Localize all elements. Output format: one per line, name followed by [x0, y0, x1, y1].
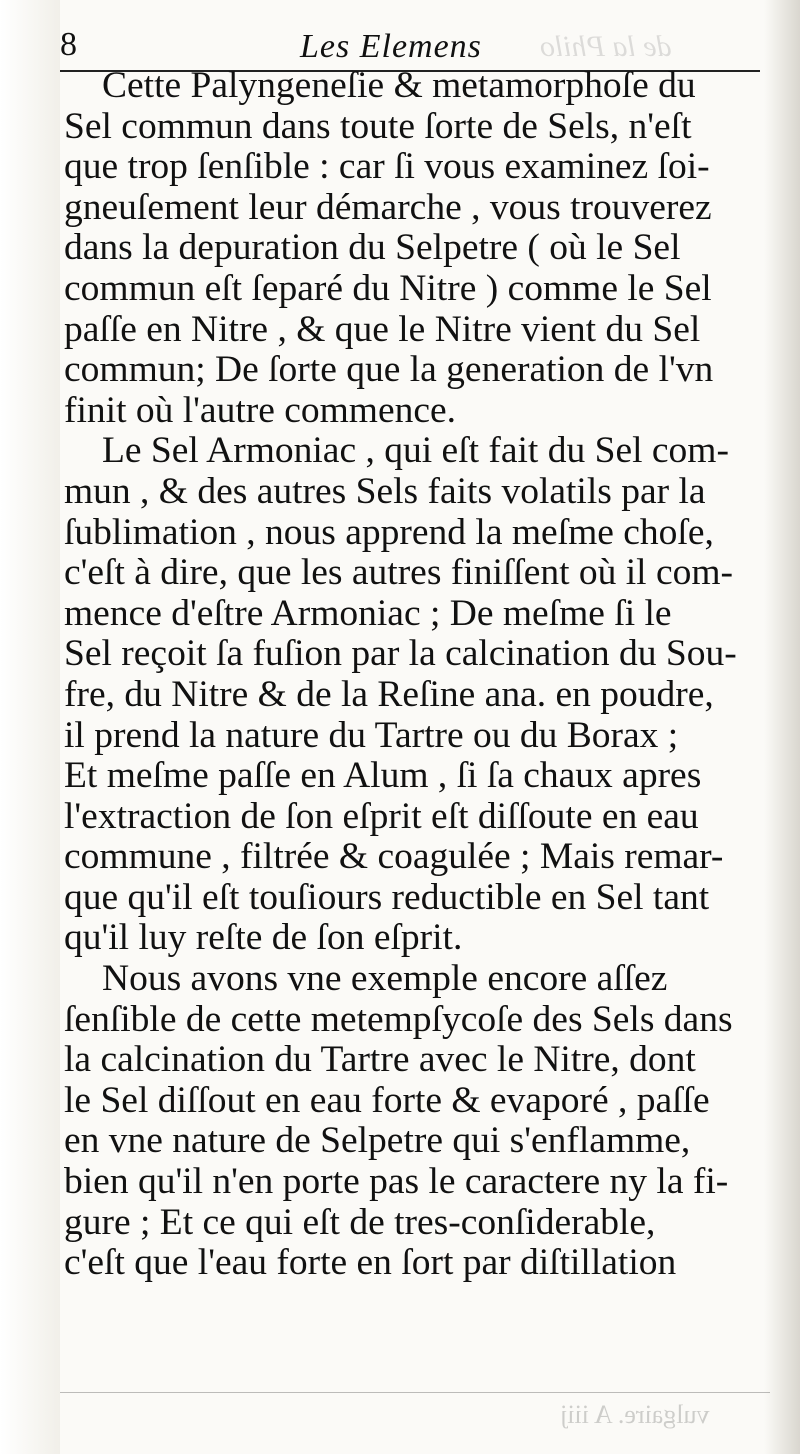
- text-line: Sel commun dans toute ſorte de Sels, n'eſt: [64, 105, 692, 147]
- text-line: Et meſme paſſe en Alum , ſi ſa chaux apres: [64, 755, 702, 797]
- text-line: c'eſt à dire, que les autres finiſſent où il com-: [64, 552, 734, 594]
- show-through-text: de la Philo: [540, 30, 672, 63]
- page-number: 8: [60, 26, 77, 63]
- text-line: mun , & des autres Sels faits volatils par la: [64, 470, 706, 512]
- paragraph-first-line: Le Sel Armoniac , qui eſt fait du Sel com-: [102, 430, 729, 472]
- text-line: le Sel diſſout en eau forte & evaporé , paſſe: [64, 1079, 710, 1121]
- text-line: la calcination du Tartre avec le Nitre, dont: [64, 1039, 696, 1081]
- show-through-footer: vulgaire. A iiij: [560, 1400, 710, 1429]
- text-line: commune , filtrée & coagulée ; Mais remar-: [64, 836, 724, 878]
- page-gutter: [0, 0, 60, 1454]
- text-line: il prend la nature du Tartre ou du Borax ;: [64, 714, 679, 756]
- text-line: que qu'il eſt touſiours reductible en Sel tant: [64, 876, 710, 918]
- text-line: mence d'eſtre Armoniac ; De meſme ſi le: [64, 592, 672, 634]
- text-line: ſublimation , nous apprend la meſme choſe,: [64, 511, 714, 553]
- text-line: bien qu'il n'en porte pas le caractere ny la fi-: [64, 1161, 729, 1203]
- paragraph-first-line: Nous avons vne exemple encore aſſez: [102, 958, 668, 1000]
- paragraph-first-line: Cette Palyngeneſie & metamorphoſe du: [102, 65, 696, 106]
- text-line: commun; De ſorte que la generation de l'vn: [64, 349, 714, 391]
- text-line: gneuſement leur démarche , vous trouverez: [64, 186, 712, 228]
- text-line: en vne nature de Selpetre qui s'enflamme,: [64, 1120, 691, 1162]
- text-line: Sel reçoit ſa fuſion par la calcination du Sou-: [64, 633, 737, 675]
- text-line: c'eſt que l'eau forte en ſort par diſtillation: [64, 1242, 677, 1284]
- bottom-rule: [60, 1392, 770, 1393]
- page-header: [60, 24, 760, 70]
- text-line: dans la depuration du Selpetre ( où le Sel: [64, 227, 681, 269]
- running-head: Les Elemens: [300, 28, 482, 65]
- text-line: commun eſt ſeparé du Nitre ) comme le Sel: [64, 267, 712, 309]
- text-line: qu'il luy reſte de ſon eſprit.: [64, 917, 463, 959]
- text-line: gure ; Et ce qui eſt de tres-conſiderable,: [64, 1201, 656, 1243]
- text-line: fre, du Nitre & de la Reſine ana. en poudre,: [64, 673, 714, 715]
- text-line: l'extraction de ſon eſprit eſt diſſoute en eau: [64, 795, 699, 837]
- text-line: ſenſible de cette metempſycoſe des Sels dans: [64, 998, 733, 1040]
- text-line: paſſe en Nitre , & que le Nitre vient du Sel: [64, 308, 701, 350]
- text-line: finit où l'autre commence.: [64, 389, 457, 431]
- body-text: [64, 66, 776, 1284]
- text-line: que trop ſenſible : car ſi vous examinez ſoi-: [64, 146, 710, 188]
